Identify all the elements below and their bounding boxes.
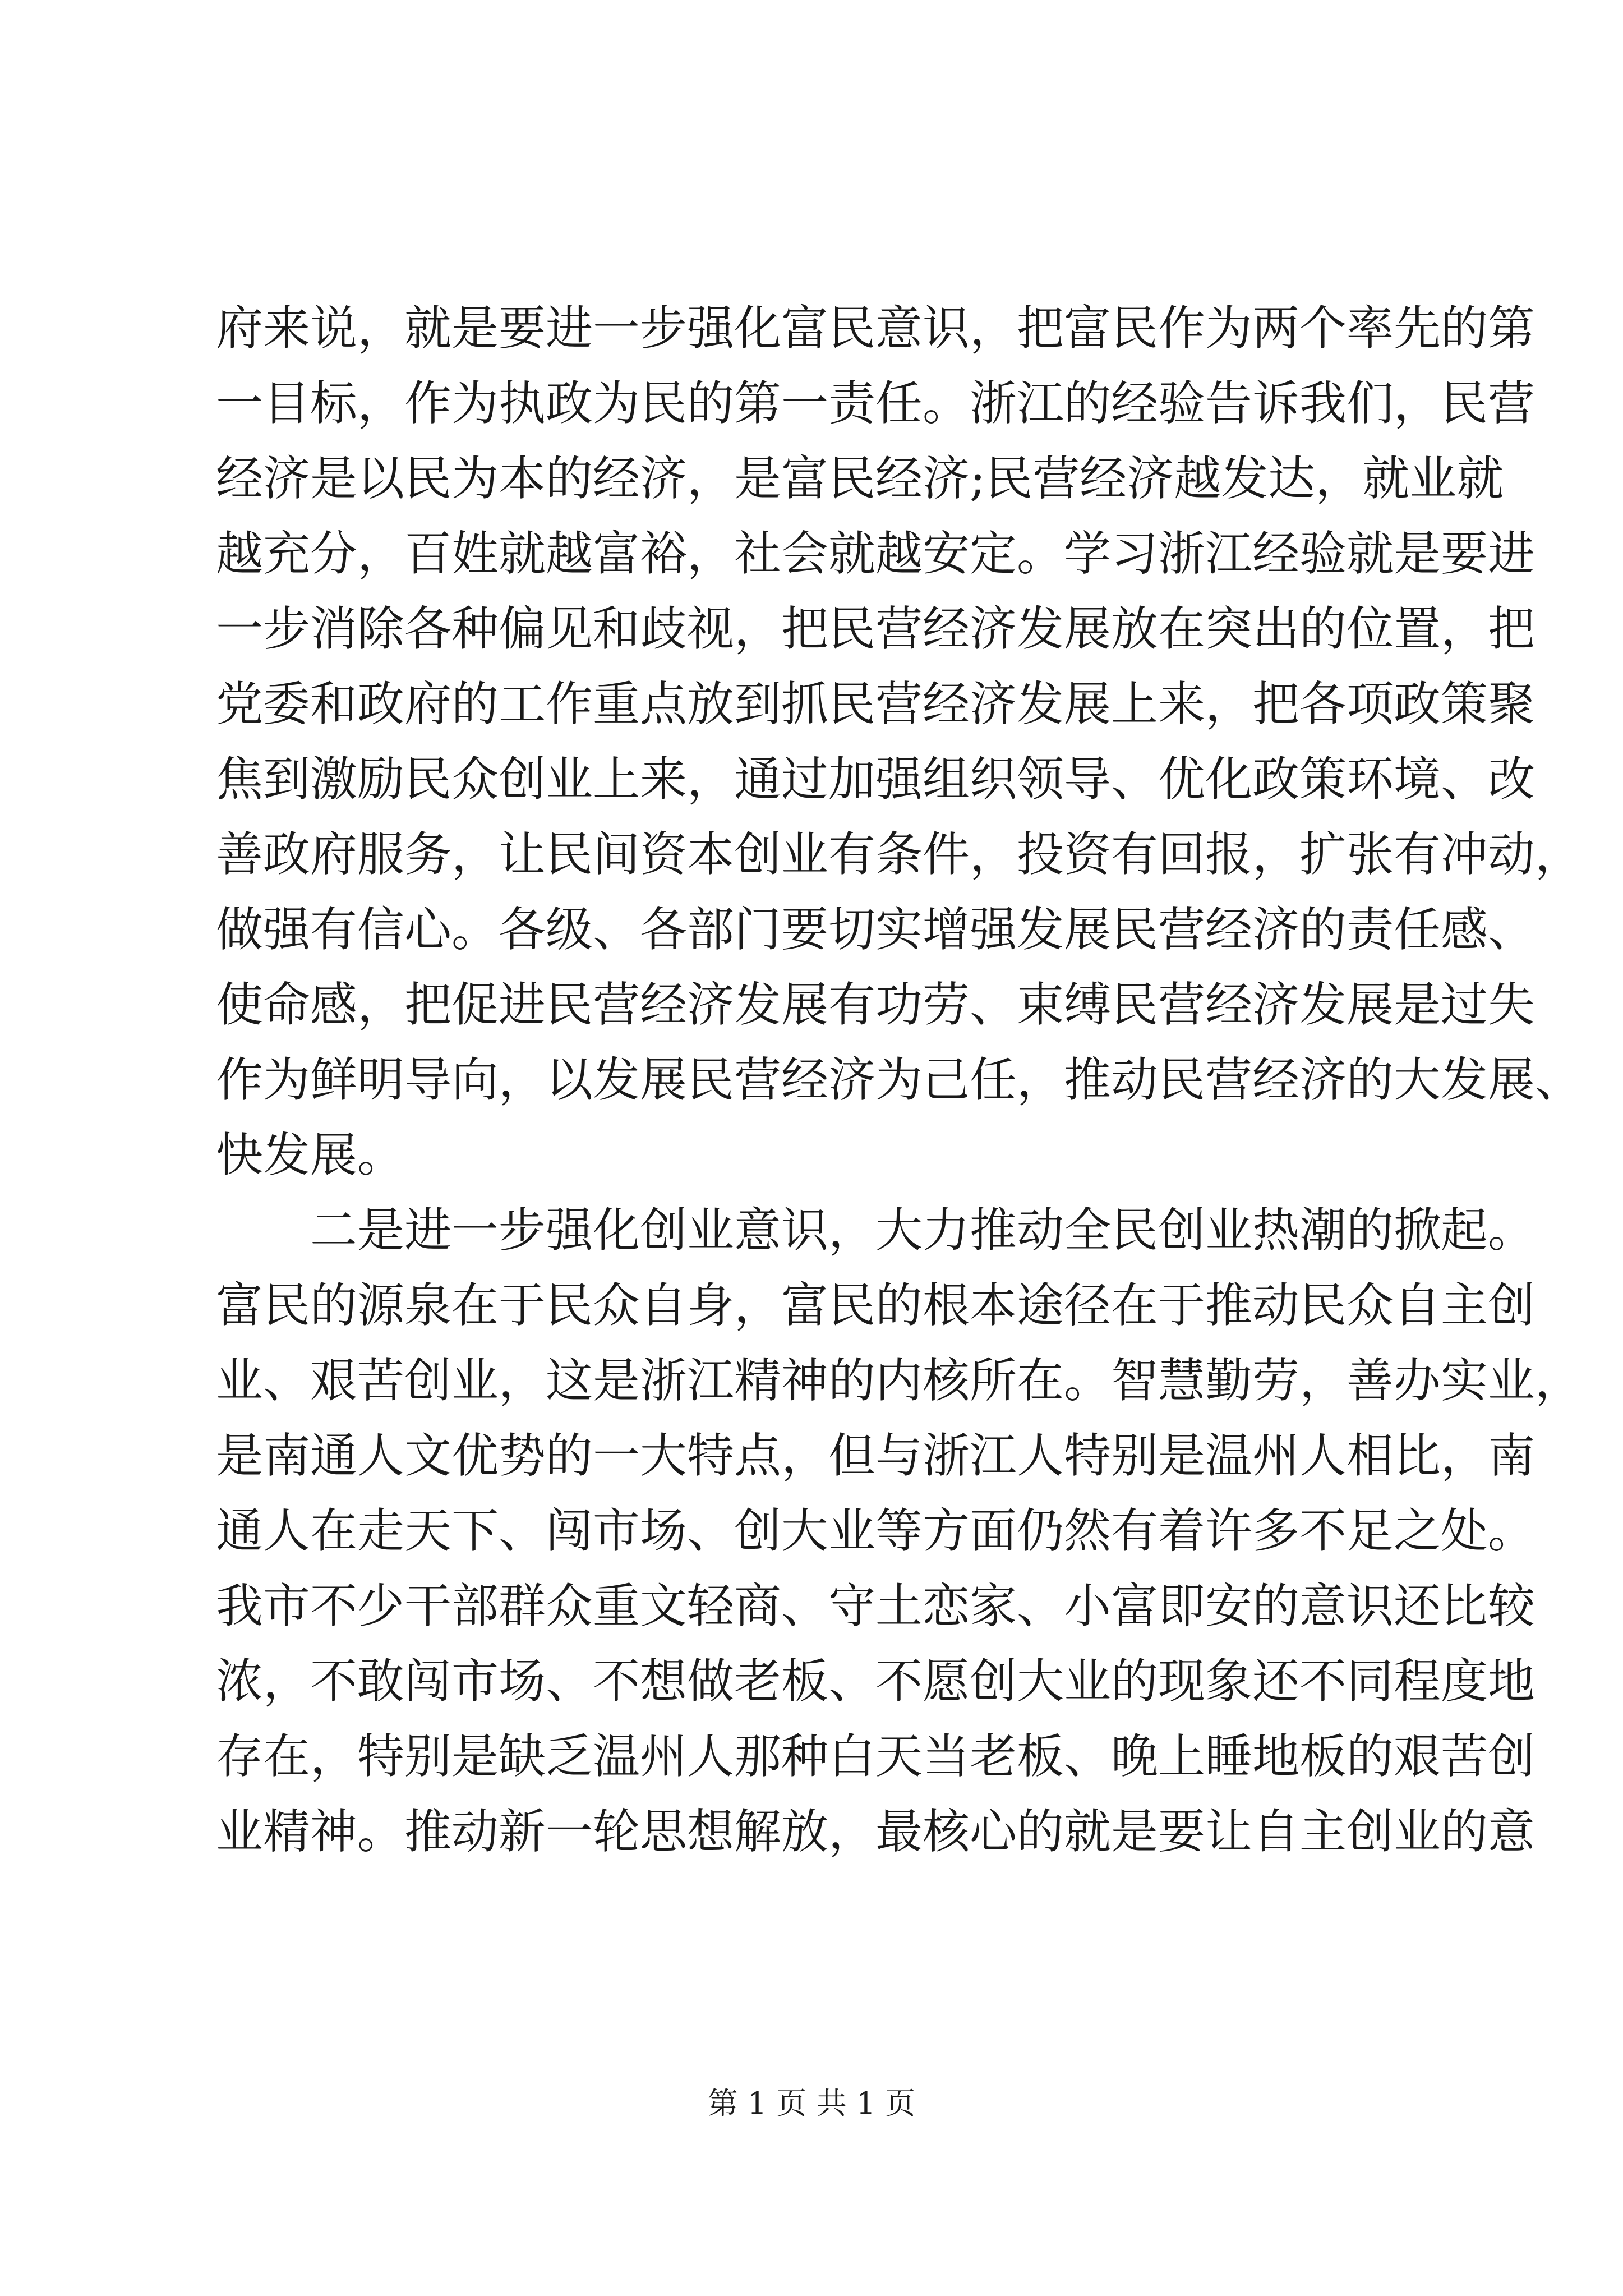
text-line: 经济是以民为本的经济，是富民经济;民营经济越发达，就业就: [216, 451, 1504, 506]
text-line: 焦到激励民众创业上来，通过加强组织领导、优化政策环境、改: [216, 752, 1536, 807]
text-line: 做强有信心。各级、各部门要切实增强发展民营经济的责任感、: [216, 902, 1536, 957]
text-line: 业、艰苦创业，这是浙江精神的内核所在。智慧勤劳，善办实业，: [216, 1353, 1583, 1408]
text-line: 我市不少干部群众重文轻商、守土恋家、小富即安的意识还比较: [216, 1579, 1536, 1634]
text-line: 二是进一步强化创业意识，大力推动全民创业热潮的掀起。: [216, 1203, 1536, 1258]
text-line: 府来说，就是要进一步强化富民意识，把富民作为两个率先的第: [216, 301, 1536, 356]
text-line: 是南通人文优势的一大特点，但与浙江人特别是温州人相比，南: [216, 1428, 1536, 1483]
text-line: 快发展。: [216, 1128, 405, 1182]
text-line: 一步消除各种偏见和歧视，把民营经济发展放在突出的位置，把: [216, 601, 1536, 656]
page-number-footer: 第 1 页 共 1 页: [707, 2086, 916, 2121]
text-line: 富民的源泉在于民众自身，富民的根本途径在于推动民众自主创: [216, 1278, 1536, 1333]
body-text: [216, 291, 1583, 1869]
text-line: 浓，不敢闯市场、不想做老板、不愿创大业的现象还不同程度地: [216, 1654, 1536, 1709]
text-line: 善政府服务，让民间资本创业有条件，投资有回报，扩张有冲动，: [216, 827, 1583, 882]
text-line: 使命感，把促进民营经济发展有功劳、束缚民营经济发展是过失: [216, 977, 1536, 1032]
text-line: 越充分，百姓就越富裕，社会就越安定。学习浙江经验就是要进: [216, 526, 1536, 581]
text-line: 一目标，作为执政为民的第一责任。浙江的经验告诉我们，民营: [216, 376, 1536, 431]
text-line: 通人在走天下、闯市场、创大业等方面仍然有着许多不足之处。: [216, 1503, 1536, 1558]
text-line: 党委和政府的工作重点放到抓民营经济发展上来，把各项政策聚: [216, 677, 1536, 731]
text-line: 存在，特别是缺乏温州人那种白天当老板、晚上睡地板的艰苦创: [216, 1729, 1536, 1784]
text-line: 业精神。推动新一轮思想解放，最核心的就是要让自主创业的意: [216, 1804, 1536, 1859]
text-line: 作为鲜明导向，以发展民营经济为己任，推动民营经济的大发展、: [216, 1052, 1583, 1107]
